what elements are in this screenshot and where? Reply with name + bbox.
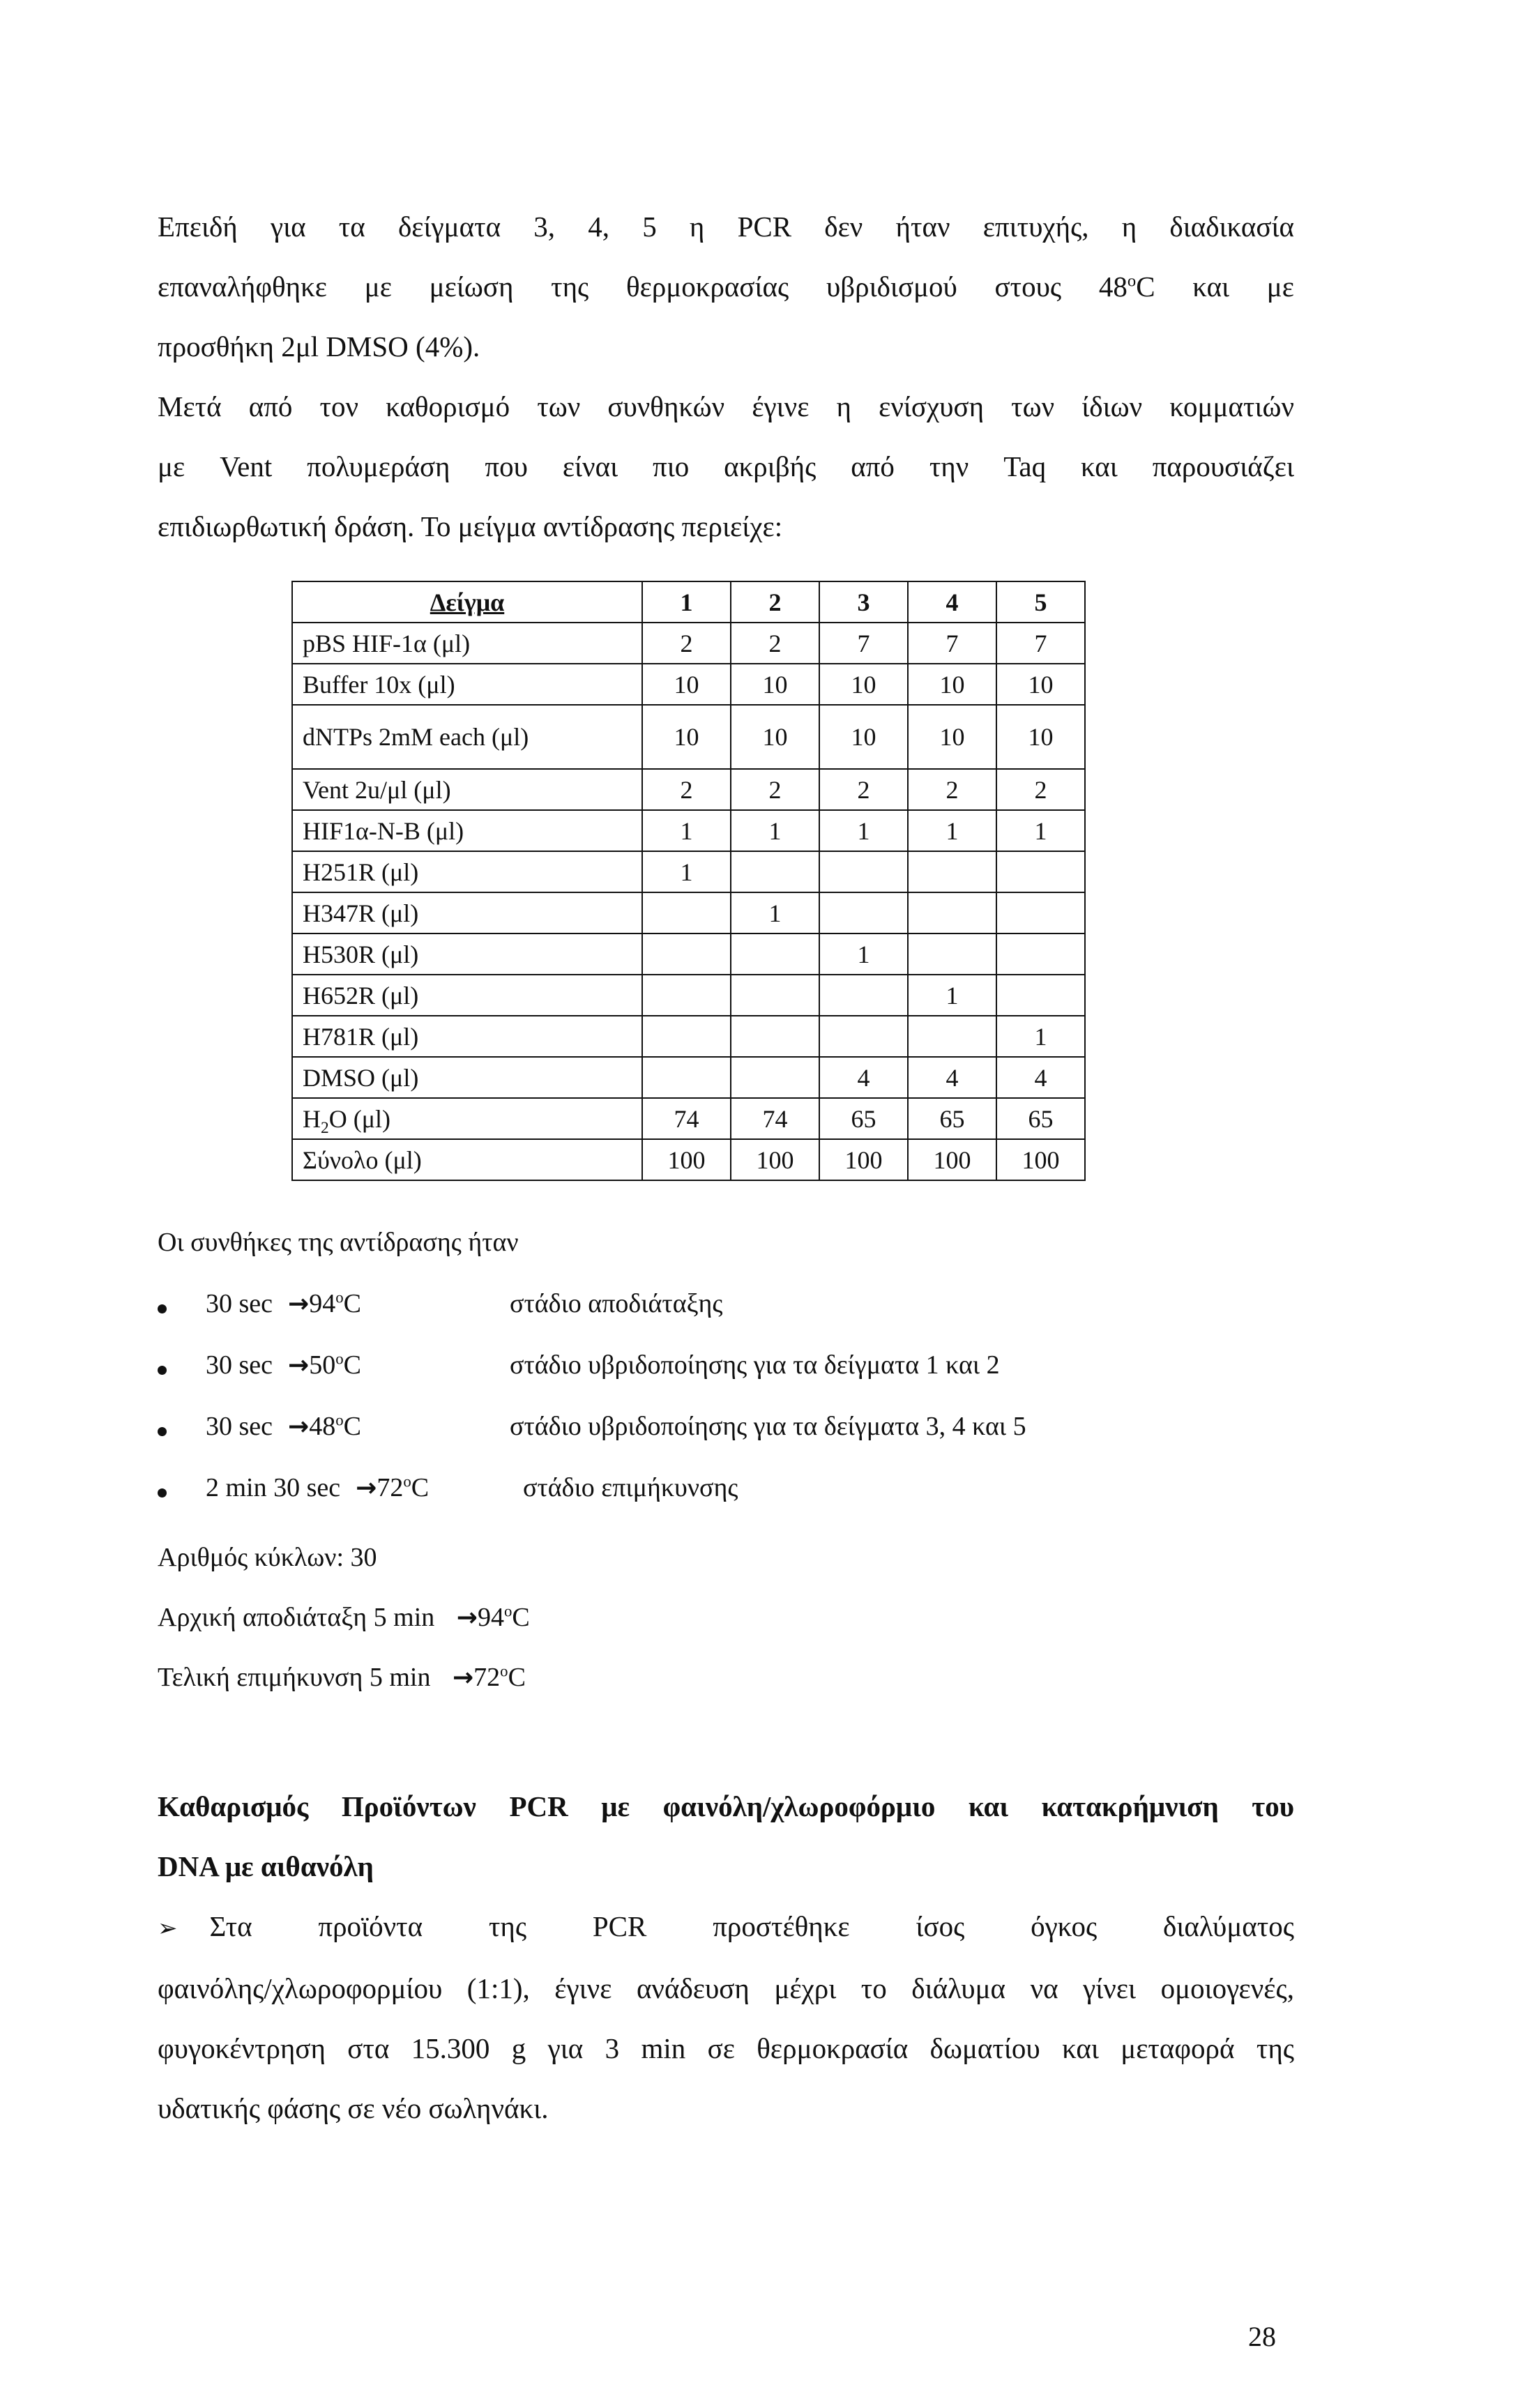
table-row — [292, 892, 1085, 934]
table-cell: 65 — [819, 1098, 908, 1139]
bullet-dot-icon — [158, 1488, 167, 1498]
table-cell: 2 — [642, 623, 731, 664]
condition-step-description: στάδιο επιμήκυνσης — [523, 1473, 738, 1502]
table-cell: 10 — [731, 705, 819, 769]
row-label: $H_2O$ (μl) — [292, 1098, 642, 1139]
condition-step-description: στάδιο υβριδοποίησης για τα δείγματα 3, 4 και 5 — [510, 1412, 1026, 1441]
text-line: με Vent πολυμεράση που είναι πιο ακριβής από την Taq και παρουσιάζει — [158, 450, 1294, 482]
arrowhead-bullet-icon: ➢ — [158, 1914, 178, 1942]
table-row — [292, 664, 1085, 705]
row-label: Buffer 10x (μl) — [292, 664, 642, 705]
table-cell: 7 — [908, 623, 996, 664]
table-cell — [731, 851, 819, 892]
condition-step-description: στάδιο υβριδοποίησης για τα δείγματα 1 και 2 — [510, 1350, 1000, 1380]
text-line: Επειδή για τα δείγματα 3, 4, 5 η PCR δεν ήταν επιτυχής, η διαδικασία — [158, 211, 1294, 243]
row-label: H347R (μl) — [292, 892, 642, 934]
table-cell: 100 — [642, 1139, 731, 1180]
bullet-dot-icon — [158, 1427, 167, 1436]
table-row — [292, 975, 1085, 1016]
table-header-label: Δείγμα — [292, 581, 642, 623]
condition-step-description: στάδιο αποδιάταξης — [510, 1289, 723, 1318]
table-row — [292, 623, 1085, 664]
table-cell — [642, 934, 731, 975]
table-cell — [908, 1016, 996, 1057]
condition-step: 30 $\sec \to 48^oC$ — [206, 1411, 361, 1441]
text-line: προσθήκη 2μl DMSO (4%). — [158, 330, 480, 363]
table-cell — [819, 892, 908, 934]
table-cell: 10 — [642, 705, 731, 769]
page-number: 28 — [1248, 2321, 1276, 2352]
row-label: H652R (μl) — [292, 975, 642, 1016]
table-cell: 65 — [908, 1098, 996, 1139]
table-cell: 1 — [996, 810, 1085, 851]
table-cell: 74 — [731, 1098, 819, 1139]
table-header-row — [292, 581, 1085, 623]
condition-step: 2 min 30 $\sec \to 72^oC$ — [206, 1472, 430, 1502]
table-cell: 2 — [996, 769, 1085, 810]
table-row — [292, 1016, 1085, 1057]
arrow-right-icon: → — [356, 1474, 377, 1502]
condition-step: 30 $\sec \to 50^oC$ — [206, 1350, 361, 1380]
table-cell: 100 — [908, 1139, 996, 1180]
table-cell: 1 — [908, 810, 996, 851]
table-header-cell: 5 — [996, 581, 1085, 623]
row-label: H781R (μl) — [292, 1016, 642, 1057]
table-cell — [731, 934, 819, 975]
row-label: DMSO (μl) — [292, 1057, 642, 1098]
table-cell: 1 — [731, 892, 819, 934]
table-cell — [642, 892, 731, 934]
table-cell: 2 — [731, 769, 819, 810]
bullet-dot-icon — [158, 1304, 167, 1313]
table-cell: 100 — [996, 1139, 1085, 1180]
table-cell — [731, 1057, 819, 1098]
table-cell: 1 — [819, 810, 908, 851]
arrow-right-icon: → — [288, 1290, 310, 1318]
condition-step: 30 $\sec \to 94^oC$ — [206, 1288, 361, 1318]
table-cell — [996, 851, 1085, 892]
table-cell: 1 — [908, 975, 996, 1016]
table-cell: 4 — [819, 1057, 908, 1098]
table-cell — [908, 892, 996, 934]
table-body — [292, 623, 1085, 1180]
table-cell: 4 — [996, 1057, 1085, 1098]
arrow-right-icon: → — [456, 1603, 478, 1632]
table-cell — [819, 851, 908, 892]
heading-line: Καθαρισμός Προϊόντων PCR με φαινόλη/χλωροφόρμιο και κατακρήμνιση του — [158, 1790, 1294, 1822]
bullet-dot-icon — [158, 1366, 167, 1375]
table-cell: 4 — [908, 1057, 996, 1098]
heading-line: DNA με αιθανόλη — [158, 1850, 374, 1882]
text-line: ➢ Στα προϊόντα της PCR προστέθηκε ίσος όγκος διαλύματος — [158, 1910, 1294, 1942]
conditions-intro: Οι συνθήκες της αντίδρασης ήταν — [158, 1228, 519, 1257]
row-label: H251R (μl) — [292, 851, 642, 892]
text-line: επιδιωρθωτική δράση. Το μείγμα αντίδρασης περιείχε: — [158, 510, 783, 542]
row-label: HIF1α-N-B (μl) — [292, 810, 642, 851]
table-cell: 100 — [731, 1139, 819, 1180]
table-cell: 2 — [819, 769, 908, 810]
table-cell: 10 — [731, 664, 819, 705]
table-cell — [996, 934, 1085, 975]
table-cell: 10 — [996, 705, 1085, 769]
text-line: επαναλήφθηκε με μείωση της θερμοκρασίας υβριδισμού στους 48$^o$C και με — [158, 270, 1295, 303]
table-cell: 10 — [908, 664, 996, 705]
table-cell: 10 — [819, 664, 908, 705]
table-row — [292, 851, 1085, 892]
intro-paragraph-1 — [158, 197, 1294, 376]
table-cell: 10 — [908, 705, 996, 769]
table-cell: 1 — [642, 810, 731, 851]
row-label: Σύνολο (μl) — [292, 1139, 642, 1180]
table-cell — [908, 851, 996, 892]
text-line: φαινόλης/χλωροφορμίου (1:1), έγινε ανάδευση μέχρι το διάλυμα να γίνει ομοιογενές, — [158, 1972, 1294, 2004]
table-cell: 10 — [996, 664, 1085, 705]
table-cell: 2 — [731, 623, 819, 664]
table-cell: 2 — [642, 769, 731, 810]
table-cell: 10 — [819, 705, 908, 769]
table-cell — [731, 975, 819, 1016]
table-cell: 1 — [819, 934, 908, 975]
cycles-count: Αριθμός κύκλων: 30 — [158, 1543, 377, 1572]
section-body — [158, 1896, 1294, 2138]
text-line: υδατικής φάσης σε νέο σωληνάκι. — [158, 2092, 549, 2124]
table-cell — [731, 1016, 819, 1057]
table-row — [292, 1139, 1085, 1180]
table-cell — [819, 975, 908, 1016]
final-extension: Τελική επιμήκυνση 5 $\min \to 72^oC$ — [158, 1662, 526, 1692]
table-row — [292, 1098, 1085, 1139]
table-header-cell: 4 — [908, 581, 996, 623]
table-header-cell: 3 — [819, 581, 908, 623]
table-cell — [642, 1016, 731, 1057]
table-cell — [642, 975, 731, 1016]
table-cell: 65 — [996, 1098, 1085, 1139]
table-row — [292, 1057, 1085, 1098]
table-row — [292, 705, 1085, 769]
table-cell: 7 — [996, 623, 1085, 664]
table-cell: 1 — [731, 810, 819, 851]
table-cell — [996, 975, 1085, 1016]
table-cell: 7 — [819, 623, 908, 664]
section-heading — [158, 1776, 1294, 1896]
row-label: H530R (μl) — [292, 934, 642, 975]
table-cell: 10 — [642, 664, 731, 705]
table-cell: 74 — [642, 1098, 731, 1139]
row-label: dNTPs 2mM each (μl) — [292, 705, 642, 769]
table-header-cell: 1 — [642, 581, 731, 623]
intro-paragraph-2 — [158, 376, 1294, 556]
table-cell: 2 — [908, 769, 996, 810]
text-line: φυγοκέντρηση στα 15.300 g για 3 min σε θερμοκρασία δωματίου και μεταφορά της — [158, 2032, 1294, 2064]
arrow-right-icon: → — [288, 1412, 310, 1441]
table-row — [292, 769, 1085, 810]
row-label: pBS HIF-1α (μl) — [292, 623, 642, 664]
reaction-mix-table — [291, 581, 1086, 1181]
table-cell: 100 — [819, 1139, 908, 1180]
arrow-right-icon: → — [288, 1351, 310, 1380]
table-cell — [996, 892, 1085, 934]
table-row — [292, 810, 1085, 851]
table-cell — [642, 1057, 731, 1098]
table-header-cell: 2 — [731, 581, 819, 623]
arrow-right-icon: → — [453, 1663, 474, 1692]
text-line: Μετά από τον καθορισμό των συνθηκών έγινε η ενίσχυση των ίδιων κομματιών — [158, 390, 1294, 422]
table-cell — [819, 1016, 908, 1057]
row-label: Vent 2u/μl (μl) — [292, 769, 642, 810]
table-cell: 1 — [642, 851, 731, 892]
table-cell — [908, 934, 996, 975]
table-cell: 1 — [996, 1016, 1085, 1057]
table-row — [292, 934, 1085, 975]
initial-denaturation: Αρχική αποδιάταξη 5 $\min \to 94^oC$ — [158, 1602, 530, 1632]
